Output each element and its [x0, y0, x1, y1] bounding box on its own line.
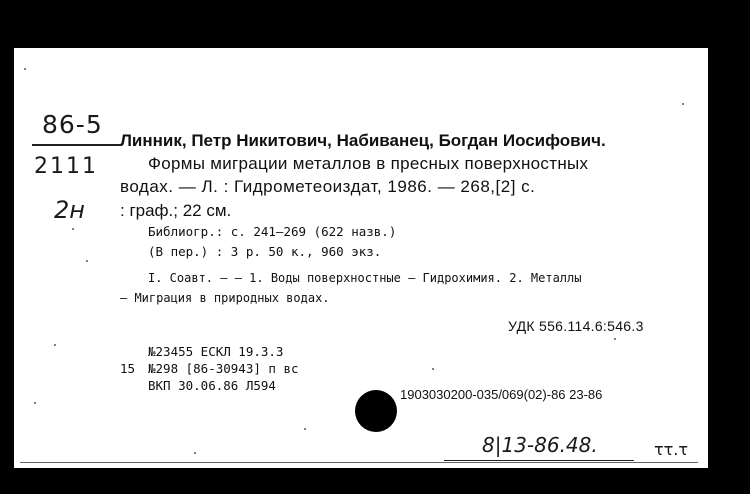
speck	[432, 368, 434, 370]
registration-prefix: 15	[120, 361, 136, 376]
speck	[34, 402, 36, 404]
index-code: 1903030200-035/069(02)-86 23-86	[400, 387, 603, 402]
udk-code: УДК 556.114.6:546.3	[508, 318, 644, 334]
title-line-3: : граф.; 22 см.	[120, 201, 232, 220]
speck	[54, 344, 56, 346]
title-line-1: Формы миграции металлов в пресных поверхностных	[148, 154, 589, 173]
bottom-note-underline	[444, 460, 634, 461]
registration-line-3: ВКП 30.06.86 Л594	[148, 378, 276, 393]
book-number: 2111	[34, 154, 98, 179]
handwritten-mark: 2н	[54, 196, 85, 224]
speck	[86, 260, 88, 262]
catalog-card	[14, 48, 704, 468]
handwritten-bottom-note: 8|13-86.48.	[482, 433, 598, 457]
registration-line-2: №298 [86-30943] п вс	[148, 361, 299, 376]
bibliography-note: Библиогр.: с. 241—269 (622 назв.)	[148, 224, 397, 239]
punch-hole	[355, 390, 397, 432]
title-line-2: водах. — Л. : Гидрометеоиздат, 1986. — 268,[2] с.	[120, 177, 536, 196]
shelf-number: 86-5	[42, 110, 103, 139]
speck	[304, 428, 306, 430]
card-edge	[704, 48, 708, 468]
speck	[194, 452, 196, 454]
handwritten-corner-mark: ττ.τ	[654, 440, 688, 459]
speck	[614, 338, 616, 340]
speck	[24, 68, 26, 70]
card-bottom-rule	[20, 462, 698, 463]
tracing-line-2: — Миграция в природных водах.	[120, 291, 330, 305]
speck	[682, 103, 684, 105]
tracing-line-1: I. Соавт. — — 1. Воды поверхностные — Гидрохимия. 2. Металлы	[148, 271, 582, 285]
registration-line-1: №23455 ЕСКЛ 19.3.3	[148, 344, 284, 359]
speck	[72, 228, 74, 230]
shelf-underline	[32, 144, 120, 146]
price-note: (В пер.) : 3 р. 50 к., 960 экз.	[148, 244, 382, 259]
author-heading: Линник, Петр Никитович, Набиванец, Богдан Иосифович.	[120, 131, 606, 150]
